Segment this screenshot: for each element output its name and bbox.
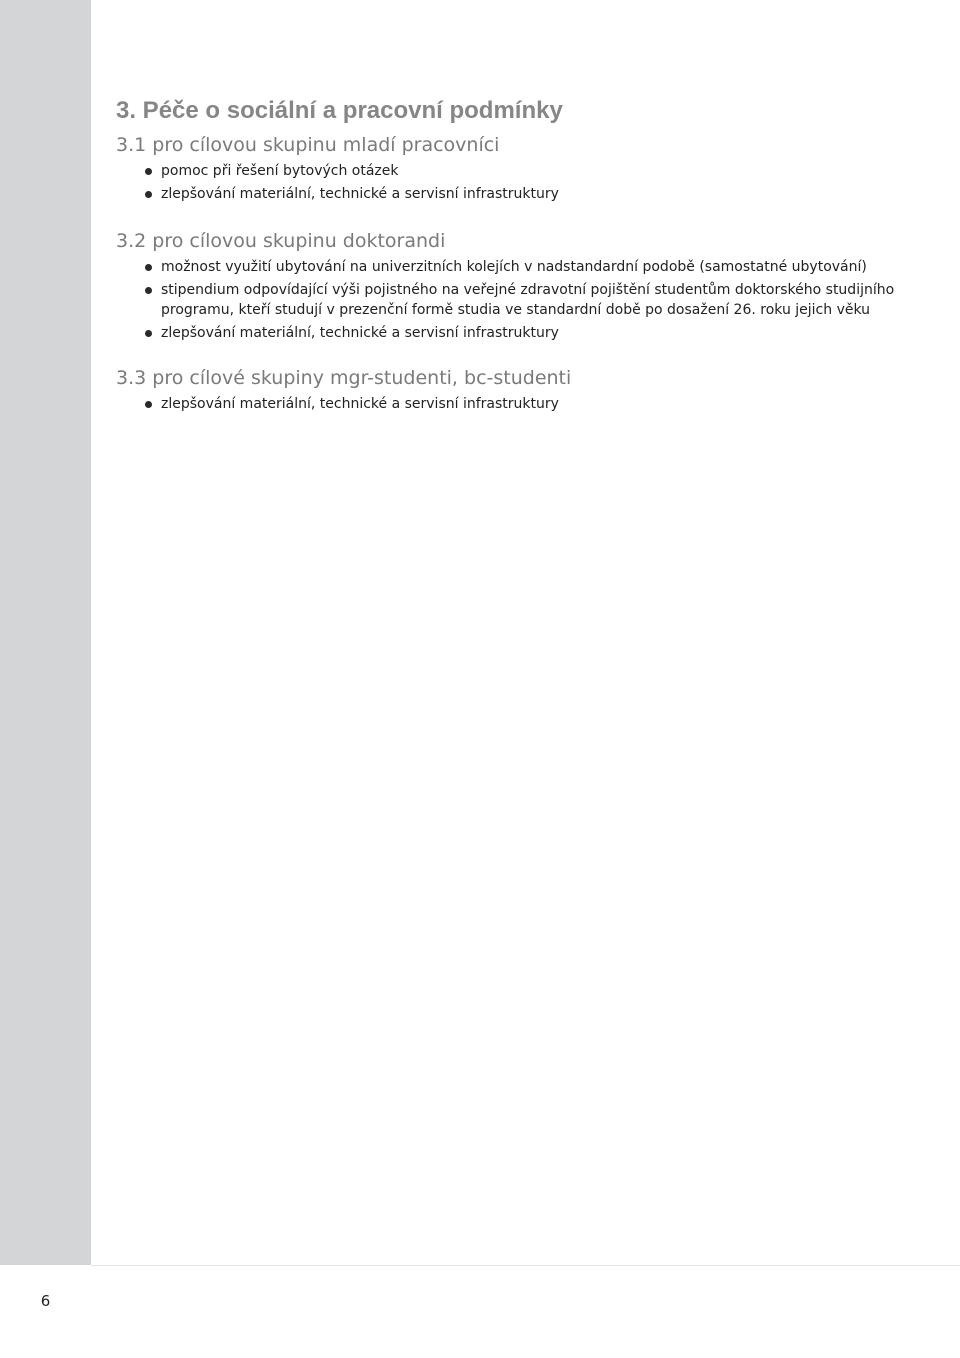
page-content	[116, 96, 936, 414]
bullet-icon	[145, 264, 152, 271]
bullet-list	[116, 161, 936, 204]
list-item	[116, 161, 936, 181]
section-heading: 3.3 pro cílové skupiny mgr-studenti, bc-studenti	[116, 367, 572, 389]
bullet-icon	[145, 287, 152, 294]
bullet-icon	[145, 168, 152, 175]
footer-divider	[91, 1265, 960, 1266]
list-item-text: zlepšování materiální, technické a servisní infrastruktury	[161, 396, 559, 412]
list-item	[116, 257, 936, 277]
side-band-footer	[0, 1265, 91, 1358]
list-item-text: zlepšování materiální, technické a servisní infrastruktury	[161, 186, 559, 202]
list-item-text: stipendium odpovídající výši pojistného na veřejné zdravotní pojištění studentům doktorského studijního programu, kteří studují v prezenční formě studia ve standardní době po dosažení 26. roku jejich věku	[161, 282, 895, 318]
section-3-1	[116, 132, 936, 204]
section-heading: 3.2 pro cílovou skupinu doktorandi	[116, 230, 446, 252]
list-item-text: zlepšování materiální, technické a servisní infrastruktury	[161, 325, 559, 341]
section-heading: 3.1 pro cílovou skupinu mladí pracovníci	[116, 134, 500, 156]
side-band	[0, 0, 91, 1358]
section-3-2	[116, 228, 936, 343]
list-item	[116, 184, 936, 204]
bullet-icon	[145, 330, 152, 337]
list-item	[116, 394, 936, 414]
bullet-list	[116, 257, 936, 343]
page-title: 3. Péče o sociální a pracovní podmínky	[116, 97, 563, 124]
bullet-icon	[145, 191, 152, 198]
page-number: 6	[40, 1292, 51, 1310]
list-item-text: možnost využití ubytování na univerzitních kolejích v nadstandardní podobě (samostatné ubytování)	[161, 259, 867, 275]
list-item-text: pomoc při řešení bytových otázek	[161, 163, 399, 179]
list-item	[116, 280, 936, 320]
section-3-3	[116, 365, 936, 414]
bullet-icon	[145, 401, 152, 408]
list-item	[116, 323, 936, 343]
bullet-list	[116, 394, 936, 414]
